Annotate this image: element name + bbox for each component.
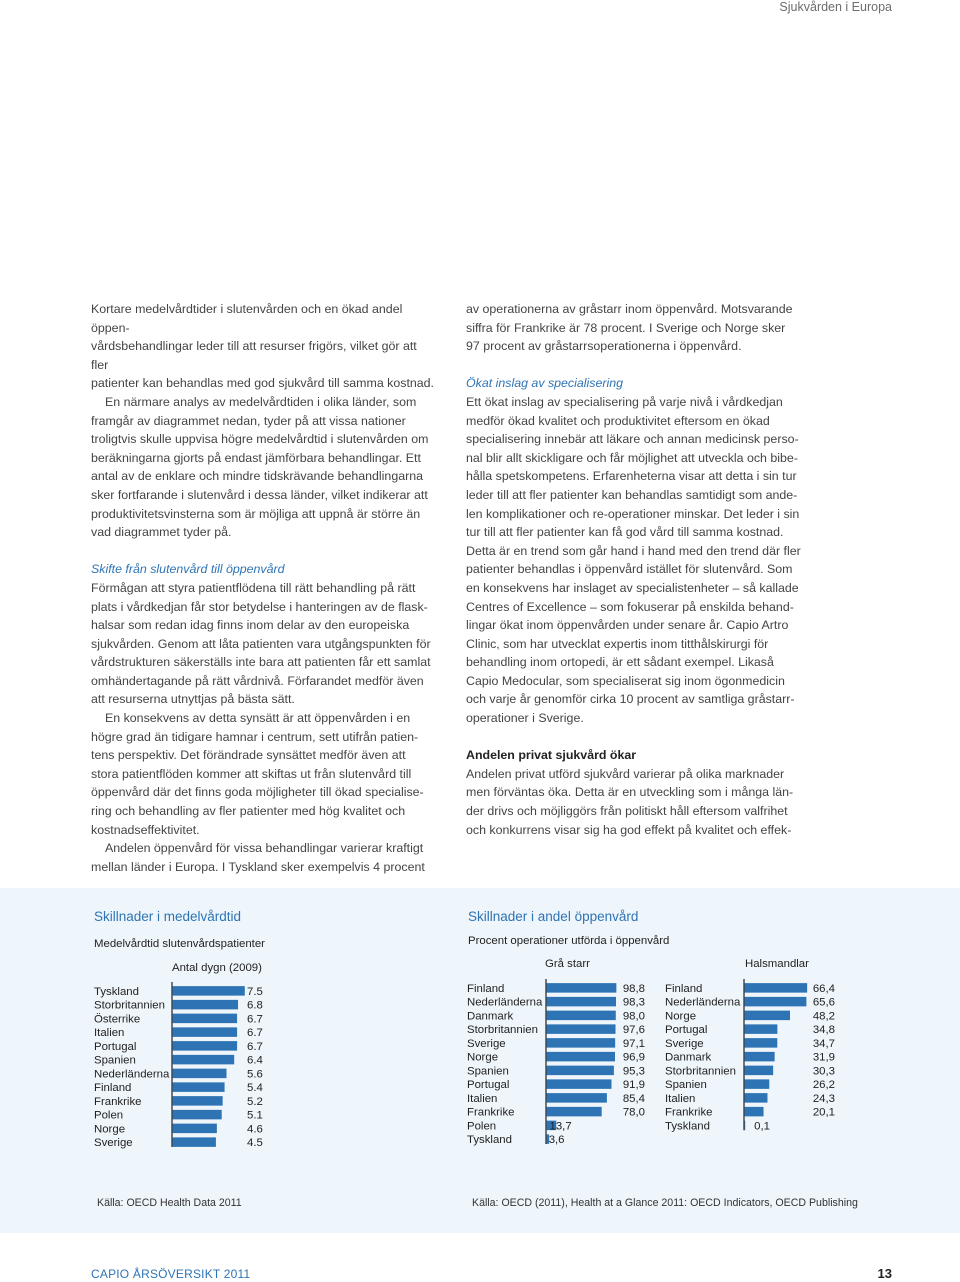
chart2-panel2-bar <box>745 1038 778 1048</box>
chart2-panel1-value-label: 95,3 <box>622 1065 645 1078</box>
chart2-panel2-value-label: 20,1 <box>812 1106 835 1119</box>
chart2-panel1-value-label: 91,9 <box>622 1079 645 1092</box>
chart2-panel2-value-label: 26,2 <box>812 1079 835 1092</box>
body-line: specialisering innebär att läkare och annan medicinsk perso- <box>466 432 799 447</box>
chart2-panel2-head: Halsmandlar <box>745 958 809 970</box>
body-line: nal blir allt skickligare och får möjlighet att utveckla och bibe- <box>466 450 798 465</box>
body-line: patienter behandlas i öppenvård istället för slutenvård. Som <box>466 562 793 577</box>
chart2-panel2-bar <box>745 1066 774 1076</box>
chart2-panel1-category-label: Portugal <box>467 1079 510 1092</box>
body-line: kostnadseffektivitet. <box>91 822 200 837</box>
chart1-value-label: 7.5 <box>247 985 263 998</box>
chart2-panel2-category-label: Portugal <box>665 1024 708 1037</box>
chart2-panel2-category-label: Sverige <box>665 1037 704 1050</box>
body-line: lingar ökat inom öppenvården under senare år. Capio Artro <box>466 618 789 633</box>
chart2-panel2-value-label: 30,3 <box>812 1065 835 1078</box>
body-line: en konsekvens har inslaget av specialistenheter – så kallade <box>466 580 799 595</box>
body-line: mellan länder i Europa. I Tyskland sker exempelvis 4 procent <box>91 859 425 874</box>
chart1-bar <box>173 1096 223 1106</box>
chart2-panel1-value-label: 97,1 <box>622 1037 645 1050</box>
chart2-panel2-bar <box>745 997 807 1007</box>
chart2-panel2-category-label: Danmark <box>665 1051 712 1064</box>
chart2-panel1-bar <box>547 1066 614 1076</box>
chart1-subtitle: Medelvårdtid slutenvårdspatienter <box>94 938 265 950</box>
chart2-panel1-value-label: 98,8 <box>622 982 645 995</box>
chart2-panel1-bar <box>547 983 617 993</box>
chart2-panel1-value-label: 13,7 <box>549 1120 572 1133</box>
chart2-panel1-bar <box>547 997 616 1007</box>
chart2-panel1-category-label: Polen <box>467 1120 497 1133</box>
body-line: leder till att fler patienter kan behandlas samtidigt som ande- <box>466 487 798 502</box>
body-line: Förmågan att styra patientflödena till rätt behandling på rätt <box>91 580 416 595</box>
body-line: Clinic, som har utvecklat expertis inom titthålskirurgi för <box>466 636 769 651</box>
body-line: att resurserna utnyttjas på bästa sätt. <box>91 692 295 707</box>
chart2-source: Källa: OECD (2011), Health at a Glance 2011: OECD Indicators, OECD Publishing <box>472 1197 858 1209</box>
chart2-panel2-value-label: 31,9 <box>812 1051 835 1064</box>
chart2-panel2-value-label: 65,6 <box>812 996 835 1009</box>
page-number: 13 <box>877 1266 892 1281</box>
chart1-category-label: Frankrike <box>94 1095 142 1108</box>
chart2-panel2-bar <box>745 1024 778 1034</box>
chart1-title: Skillnader i medelvårdtid <box>94 909 242 924</box>
footer-brand: CAPIO ÅRSÖVERSIKT 2011 <box>91 1267 251 1281</box>
chart1-value-label: 5.1 <box>247 1109 263 1122</box>
chart2-panel1-bar <box>547 1107 602 1117</box>
chart1-category-label: Storbritannien <box>94 999 165 1012</box>
chart2-panel2-category-label: Norge <box>665 1010 697 1023</box>
chart2-panel2-bar <box>745 1011 790 1021</box>
body-line: plats i vårdkedjan får stor betydelse i hanteringen av de flask- <box>91 599 428 614</box>
chart1-value-label: 6.4 <box>247 1054 263 1067</box>
chart1-bar <box>173 1069 227 1079</box>
body-line: medför ökad kvalitet och produktivitet eftersom en ökad <box>466 413 770 428</box>
body-line: Capio Medocular, som specialiserat sig inom ögonmedicin <box>466 673 785 688</box>
body-line: vårdsbehandlingar leder till att resurser frigörs, vilket gör att fler <box>91 339 417 372</box>
chart2-panel1-value-label: 96,9 <box>622 1051 645 1064</box>
chart1-value-label: 5.2 <box>247 1095 263 1108</box>
chart2-panel2-bar <box>745 1079 770 1089</box>
chart1-bar <box>173 1027 237 1037</box>
chart2-panel1-category-label: Sverige <box>467 1037 506 1050</box>
chart2-panel2-value-label: 48,2 <box>812 1010 835 1023</box>
chart2-panel1-category-label: Tyskland <box>467 1134 512 1147</box>
chart2-panel1-category-label: Norge <box>467 1051 499 1064</box>
chart2-panel1-category-label: Spanien <box>467 1065 509 1078</box>
chart2-panel1-bar <box>547 1038 616 1048</box>
chart1-bar <box>173 1137 216 1147</box>
chart1-bar <box>173 1014 237 1024</box>
body-line: Kortare medelvårdtider i slutenvården och en ökad andel öppen- <box>91 302 403 335</box>
body-line: En konsekvens av detta synsätt är att öppenvården i en <box>105 711 411 726</box>
chart1-category-label: Polen <box>94 1109 124 1122</box>
chart1-category-label: Nederländerna <box>94 1068 170 1081</box>
body-line: Ett ökat inslag av specialisering på varje nivå i vårdkedjan <box>466 394 783 409</box>
body-line: ring och behandling av fler patienter med hög kvalitet och <box>91 804 406 819</box>
body-line: sjukvården. Genom att låta patienten vara utgångspunkten för <box>91 636 431 651</box>
body-line: och varje år genomför cirka 10 procent av samtliga gråstarr- <box>466 692 795 707</box>
chart1-bar <box>173 1082 225 1092</box>
section-heading: Andelen privat sjukvård ökar <box>466 748 637 763</box>
chart1-category-label: Italien <box>94 1027 125 1040</box>
chart1-category-label: Norge <box>94 1123 126 1136</box>
chart1-value-label: 6.8 <box>247 999 263 1012</box>
chart2-panel1-bar <box>547 1052 615 1062</box>
chart1-bar <box>173 1000 238 1010</box>
chart1-category-label: Portugal <box>94 1040 137 1053</box>
body-line: vårdstrukturen säkerställs inte bara att patienten får ett samlat <box>91 655 431 670</box>
body-line: Andelen privat utförd sjukvård varierar på olika marknader <box>466 766 785 781</box>
chart2-panel1-bar <box>547 1093 607 1103</box>
body-line: behandling inom ortopedi, är ett sådant exempel. Likaså <box>466 655 774 670</box>
body-line: men förväntas öka. Detta är en utveckling som i många län- <box>466 785 794 800</box>
body-line: vad diagrammet tyder på. <box>91 525 232 540</box>
body-line: och konkurrens visar sig ha god effekt på kvalitet och effek- <box>466 822 792 837</box>
chart1-bar <box>173 1124 217 1134</box>
chart2-panel1-bar <box>547 1079 612 1089</box>
chart1-value-label: Antal dygn (2009) <box>172 962 262 974</box>
chart2-panel2-value-label: 0,1 <box>754 1120 770 1133</box>
body-line: omhändertagande på rätt vårdnivå. Förfarandet medför även <box>91 673 424 688</box>
chart1-category-label: Sverige <box>94 1137 133 1150</box>
chart1-bar <box>173 1041 237 1051</box>
chart2-panel1-value-label: 98,3 <box>622 996 645 1009</box>
body-line: Andelen öppenvård för vissa behandlingar varierar kraftigt <box>105 841 424 856</box>
chart2-panel2-value-label: 34,8 <box>812 1024 835 1037</box>
chart2-panel2-category-label: Storbritannien <box>665 1065 736 1078</box>
chart2-panel1-category-label: Nederländerna <box>467 996 543 1009</box>
chart1-category-label: Tyskland <box>94 985 139 998</box>
chart1-category-label: Spanien <box>94 1054 136 1067</box>
body-line: siffra för Frankrike är 78 procent. I Sverige och Norge sker <box>466 320 786 335</box>
body-line: hålla spetskompetens. Erfarenheterna visar att detta i sin tur <box>466 469 797 484</box>
chart2-panel1-value-label: 98,0 <box>622 1010 645 1023</box>
chart1-value-label: 5.4 <box>247 1082 263 1095</box>
chart2-panel2-value-label: 34,7 <box>812 1037 835 1050</box>
chart1-category-label: Finland <box>94 1082 132 1095</box>
chart2-panel2-category-label: Finland <box>665 982 703 995</box>
chart2-panel1-value-label: 85,4 <box>622 1092 645 1105</box>
body-line: En närmare analys av medelvårdtiden i olika länder, som <box>105 394 417 409</box>
chart2-panel2-bar <box>745 1121 746 1131</box>
chart2-panel1-category-label: Danmark <box>467 1010 514 1023</box>
body-line: stora patientflöden kommer att skiftas ut från slutenvård till <box>91 766 412 781</box>
chart2-panel2-value-label: 66,4 <box>812 982 835 995</box>
chart2-panel2-category-label: Nederländerna <box>665 996 741 1009</box>
chart2-panel2-category-label: Italien <box>665 1092 696 1105</box>
chart2-panel2-bar <box>745 1107 764 1117</box>
chart1-value-label: 6.7 <box>247 1040 263 1053</box>
chart2-panel1-value-label: 78,0 <box>622 1106 645 1119</box>
chart1-value-label: 6.7 <box>247 1013 263 1026</box>
chart1-bar <box>173 1055 235 1065</box>
chart2-panel2-bar <box>745 1052 775 1062</box>
chart2-panel1-category-label: Finland <box>467 982 505 995</box>
body-line: operationer i Sverige. <box>466 711 584 726</box>
chart1-value-label: 6.7 <box>247 1027 263 1040</box>
body-line: sker fortfarande i slutenvård i dessa länder, vilket indikerar att <box>91 487 428 502</box>
chart2-panel2-bar <box>745 983 808 993</box>
body-line: produktivitetsvinsterna som är möjliga att uppnå är större än <box>91 506 421 521</box>
section-heading: Skifte från slutenvård till öppenvård <box>91 562 285 577</box>
body-line: tur till att fler patienter kan få god vård till samma kostnad. <box>466 525 784 540</box>
body-line: 97 procent av gråstarrsoperationerna i öppenvård. <box>466 339 742 354</box>
chart2-panel1-value-label: 3,6 <box>548 1134 565 1147</box>
chart2-panel2-category-label: Frankrike <box>665 1106 713 1119</box>
chart2-panel1-value-label: 97,6 <box>622 1024 645 1037</box>
body-line: der drivs och möjliggörs från politiskt håll eftersom valfrihet <box>466 804 788 819</box>
body-line: halsar som redan idag finns inom delar av den europeiska <box>91 618 410 633</box>
chart1-value-label: 4.5 <box>247 1137 263 1150</box>
chart2-panel1-category-label: Storbritannien <box>467 1024 538 1037</box>
running-head: Sjukvården i Europa <box>779 0 892 14</box>
chart1-value-label: 4.6 <box>247 1123 263 1136</box>
body-line: öppenvård där det finns goda möjligheter till ökad specialise- <box>91 785 424 800</box>
chart2-panel2-value-label: 24,3 <box>812 1092 835 1105</box>
chart2-panel1-head: Grå starr <box>545 958 590 970</box>
chart2-panel1-category-label: Italien <box>467 1092 498 1105</box>
body-line: antal av de enklare och mindre tidskrävande behandlingarna <box>91 469 424 484</box>
body-line: beräkningarna gjorts på endast jämförbara behandlingar. Ett <box>91 450 421 465</box>
body-line: högre grad än tidigare hamnar i centrum, sett utifrån patien- <box>91 729 419 744</box>
chart1-source: Källa: OECD Health Data 2011 <box>97 1197 242 1209</box>
chart1-value-label: 5.6 <box>247 1068 263 1081</box>
chart1-bar <box>173 1110 222 1120</box>
chart2-panel1-bar <box>547 1011 616 1021</box>
body-line: Centres of Excellence – som fokuserar på enskilda behand- <box>466 599 794 614</box>
body-line: len komplikationer och re-operationer minskar. Det leder i sin <box>466 506 800 521</box>
chart2-panel2-bar <box>745 1093 768 1103</box>
body-line: framgår av diagrammet nedan, tyder på att vissa nationer <box>91 413 406 428</box>
chart2-panel1-category-label: Frankrike <box>467 1106 515 1119</box>
body-line: troligtvis skulle uppvisa högre medelvårdtid i slutenvården om <box>91 432 429 447</box>
chart2-panel1-bar <box>547 1024 616 1034</box>
section-heading: Ökat inslag av specialisering <box>466 376 624 391</box>
chart1-bar <box>173 986 245 996</box>
chart1-category-label: Österrike <box>94 1013 141 1026</box>
body-line: patienter kan behandlas med god sjukvård till samma kostnad. <box>91 376 434 391</box>
body-line: tens perspektiv. Det förändrade synsättet medför även att <box>91 748 406 763</box>
chart2-title: Skillnader i andel öppenvård <box>468 909 639 924</box>
body-line: av operationerna av gråstarr inom öppenvård. Motsvarande <box>466 302 793 316</box>
chart2-panel2-category-label: Tyskland <box>665 1120 710 1133</box>
chart2-panel2-category-label: Spanien <box>665 1079 707 1092</box>
chart2-subtitle: Procent operationer utförda i öppenvård <box>468 935 670 947</box>
body-line: Detta är en trend som går hand i hand med den trend där fler <box>466 543 801 558</box>
